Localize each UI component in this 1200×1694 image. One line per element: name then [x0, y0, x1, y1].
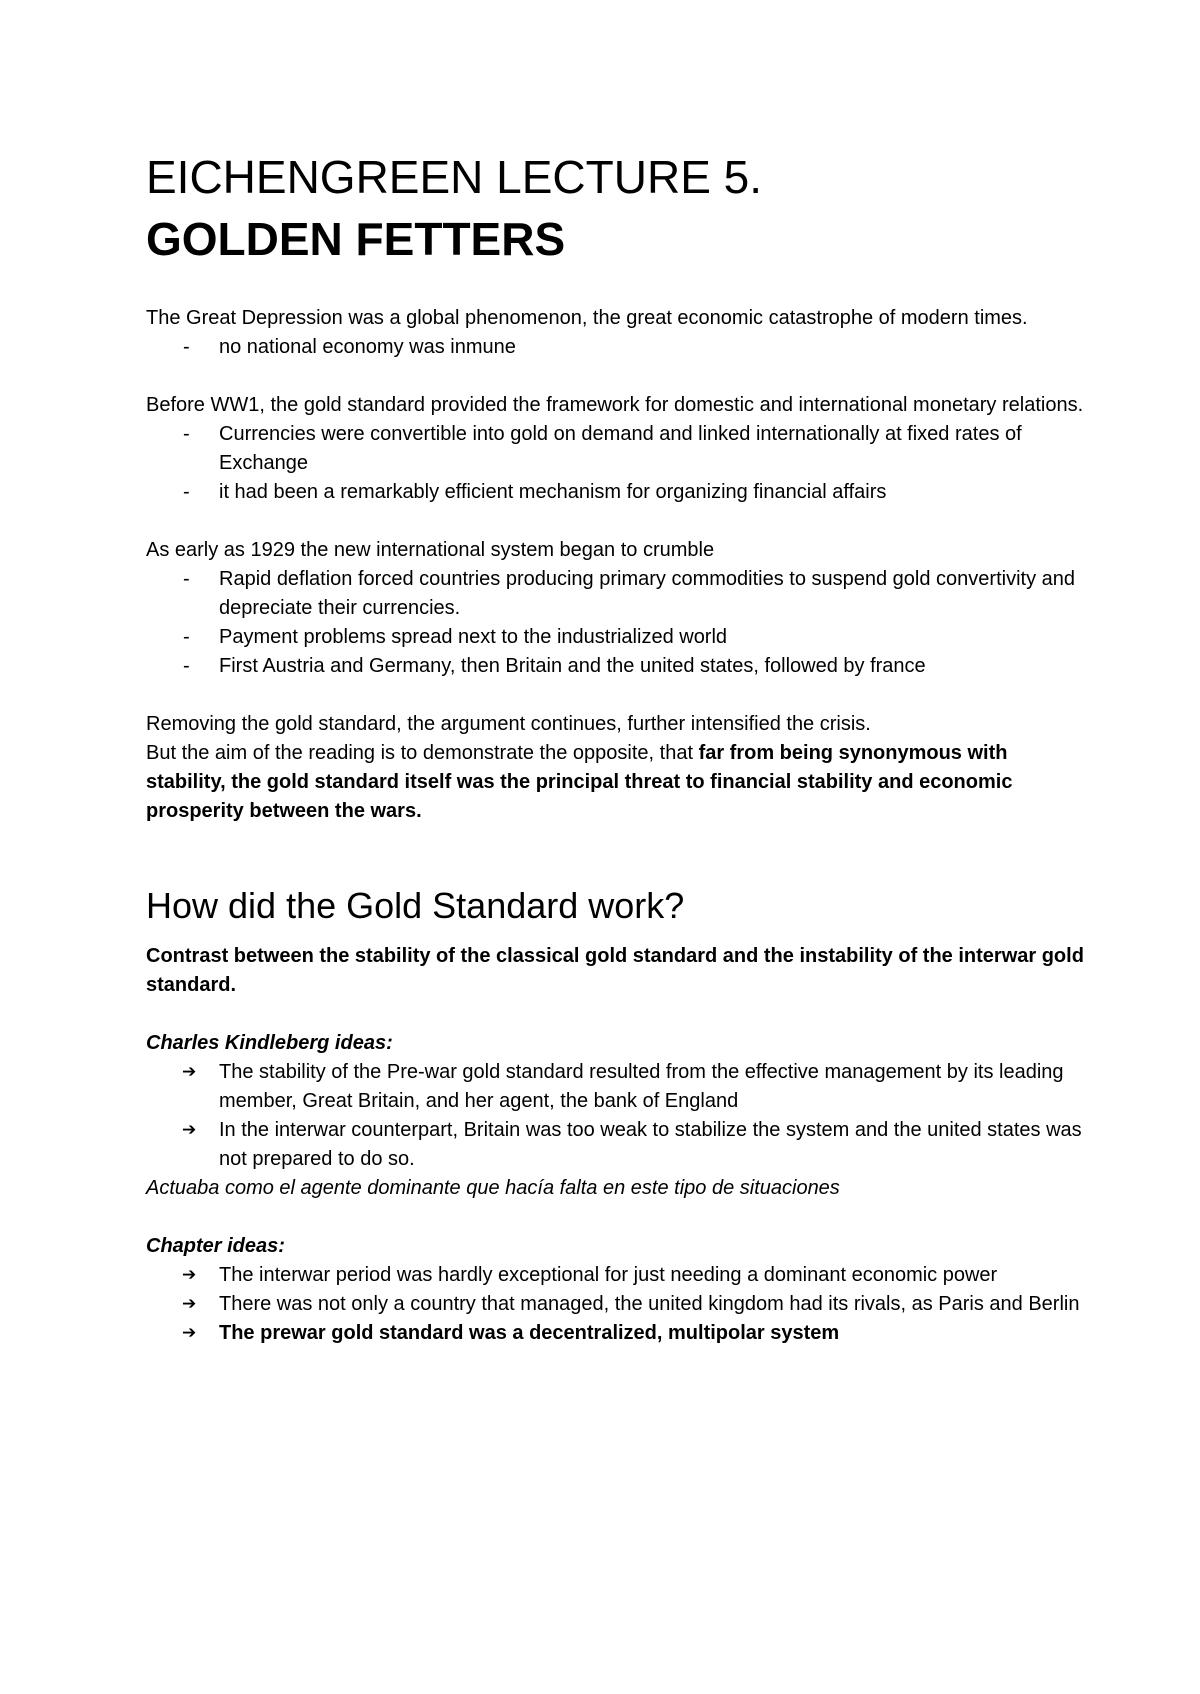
- arrow-marker-icon: ➔: [182, 1294, 197, 1314]
- list-item: - First Austria and Germany, then Britain and the united states, followed by france: [146, 652, 1086, 681]
- list-item: ➔ There was not only a country that managed, the united kingdom had its rivals, as Paris and Berlin: [146, 1290, 1086, 1319]
- arrow-marker-icon: ➔: [182, 1323, 197, 1343]
- before-ww1-list: [146, 420, 1086, 507]
- dash-marker: -: [183, 568, 190, 590]
- list-item: - no national economy was inmune: [146, 333, 1086, 362]
- kindleberg-note: Actuaba como el agente dominante que hacía falta en este tipo de situaciones: [146, 1177, 840, 1199]
- contrast-statement: Contrast between the stability of the classical gold standard and the instability of the interwar gold standard.: [146, 945, 1084, 996]
- arrow-marker-icon: ➔: [182, 1120, 197, 1140]
- list-item: ➔ In the interwar counterpart, Britain was too weak to stabilize the system and the united states was not prepared to do so.: [146, 1116, 1086, 1174]
- list-item: ➔ The prewar gold standard was a decentralized, multipolar system: [146, 1319, 1086, 1348]
- list-item: - Rapid deflation forced countries producing primary commodities to suspend gold convertivity and depreciate their currencies.: [146, 565, 1086, 623]
- section-heading: How did the Gold Standard work?: [146, 885, 685, 926]
- chapter-label: Chapter ideas:: [146, 1235, 285, 1257]
- crumble-list: [146, 565, 1086, 681]
- kindleberg-list: [146, 1058, 1086, 1174]
- arrow-marker-icon: ➔: [182, 1265, 197, 1285]
- dash-marker: -: [183, 626, 190, 648]
- intro-paragraph: The Great Depression was a global phenomenon, the great economic catastrophe of modern times.: [146, 307, 1028, 329]
- list-item: - Currencies were convertible into gold on demand and linked internationally at fixed rates of Exchange: [146, 420, 1086, 478]
- intro-list: [146, 333, 1086, 362]
- argument-line-1: Removing the gold standard, the argument continues, further intensified the crisis.: [146, 713, 871, 735]
- before-ww1-paragraph: Before WW1, the gold standard provided the framework for domestic and international monetary relations.: [146, 394, 1084, 416]
- dash-marker: -: [183, 481, 190, 503]
- argument-emphasis: far from being synonymous with stability, the gold standard itself was the principal threat to financial stability and economic prosperity between the wars.: [146, 742, 1013, 822]
- list-item: - Payment problems spread next to the industrialized world: [146, 623, 1086, 652]
- title-line-1: EICHENGREEN LECTURE 5.: [146, 151, 763, 203]
- title-line-2: GOLDEN FETTERS: [146, 213, 566, 265]
- list-item: - it had been a remarkably efficient mechanism for organizing financial affairs: [146, 478, 1086, 507]
- arrow-marker-icon: ➔: [182, 1062, 197, 1082]
- argument-line-2: But the aim of the reading is to demonstrate the opposite, that far from being synonymous with stability, the gold standard itself was the principal threat to financial stability and economic prosperity between the wars.: [146, 742, 1013, 822]
- dash-marker: -: [183, 655, 190, 677]
- chapter-list: [146, 1261, 1086, 1348]
- dash-marker: -: [183, 336, 190, 358]
- list-item: ➔ The stability of the Pre-war gold standard resulted from the effective management by its leading member, Great Britain, and her agent, the bank of England: [146, 1058, 1086, 1116]
- kindleberg-label: Charles Kindleberg ideas:: [146, 1032, 393, 1054]
- document-body: [146, 150, 1086, 1348]
- crumble-paragraph: As early as 1929 the new international system began to crumble: [146, 539, 715, 561]
- list-item: ➔ The interwar period was hardly exceptional for just needing a dominant economic power: [146, 1261, 1086, 1290]
- dash-marker: -: [183, 423, 190, 445]
